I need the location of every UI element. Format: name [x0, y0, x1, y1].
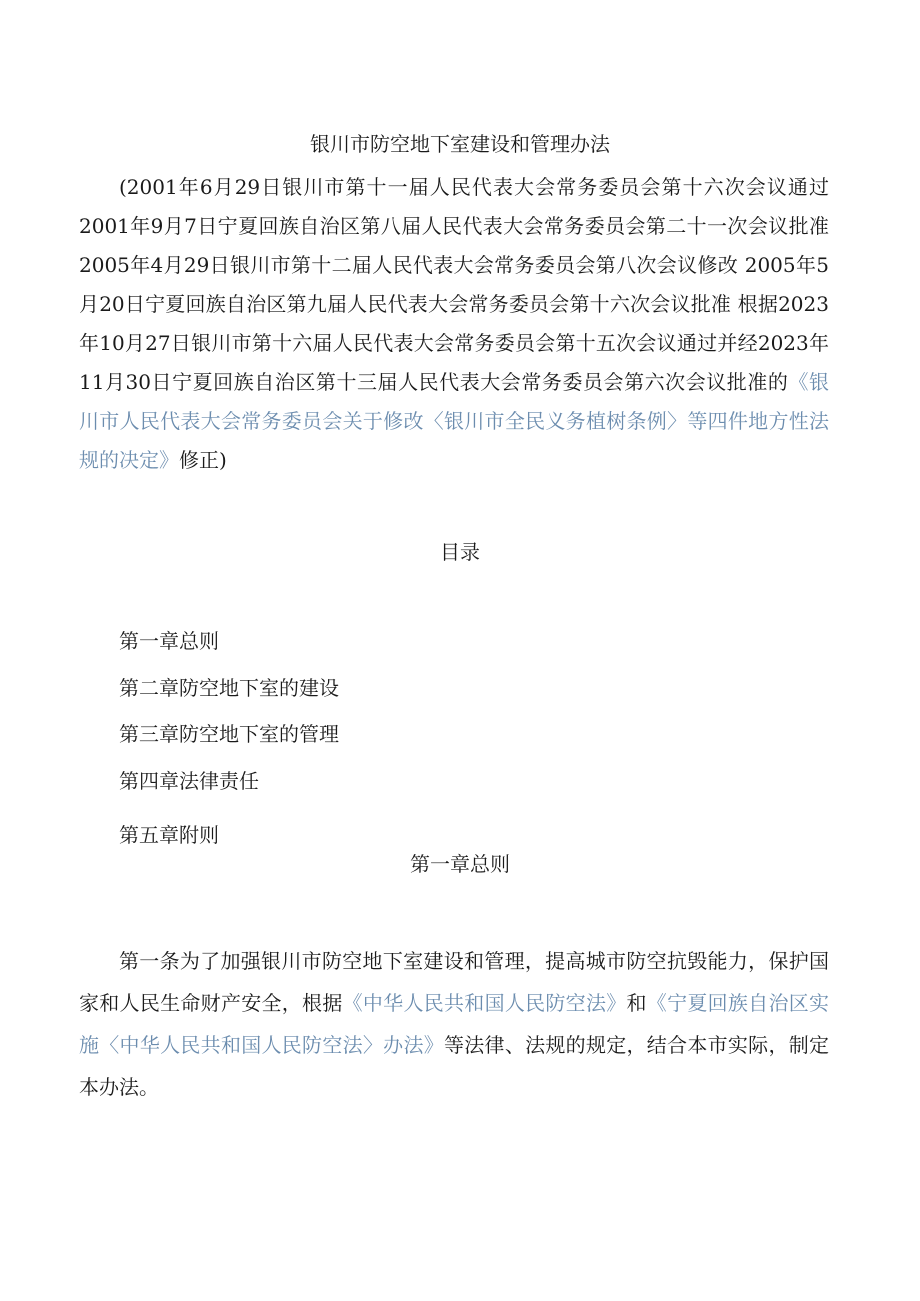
- article-1-text-1: 第一条为了加强银川市防空地下室建设和管理，提高城市防空抗毁能力，保护国家和人民生命财产安全，根据: [79, 949, 829, 1015]
- toc-heading: 目录: [440, 540, 480, 564]
- chapter-1-heading: 第一章总则: [410, 852, 510, 876]
- preamble: [79, 168, 829, 480]
- civil-air-defense-law-link[interactable]: 《中华人民共和国人民防空法》: [342, 991, 627, 1015]
- article-1-text-3: 等法律、法规的规定，结合本市实际，制定本办法。: [79, 1033, 829, 1099]
- article-1: [79, 940, 829, 1108]
- article-1-text-2: 和: [626, 991, 647, 1015]
- document-title: 银川市防空地下室建设和管理办法: [310, 132, 610, 156]
- preamble-text: (2001年6月29日银川市第十一届人民代表大会常务委员会第十六次会议通过 2001年9月7日宁夏回族自治区第八届人民代表大会常务委员会第二十一次会议批准 2005年4月29日银川市第十二届人民代表大会常务委员会第八次会议修改 2005年5月20日宁夏回族自治区第九届人民代表大会常务委员会第十六次会议批准 根据2023年10月27日银川市第十六届人民代表大会常务委员会第十五次会议通过并经2023年11月30日宁夏回族自治区第十三届人民代表大会常务委员会第六次会议批准的: [79, 175, 829, 394]
- toc-item-chapter-2[interactable]: 第二章防空地下室的建设: [119, 676, 339, 700]
- ningxia-implementation-measures-link[interactable]: 《宁夏回族自治区实施〈中华人民共和国人民防空法〉办法》: [79, 991, 830, 1057]
- toc-item-chapter-4[interactable]: 第四章法律责任: [119, 769, 259, 793]
- toc-item-chapter-3[interactable]: 第三章防空地下室的管理: [119, 722, 339, 746]
- toc-item-chapter-5[interactable]: 第五章附则: [119, 823, 219, 847]
- preamble-suffix: 修正): [179, 448, 227, 472]
- toc-item-chapter-1[interactable]: 第一章总则: [119, 629, 219, 653]
- amendment-decision-link[interactable]: 《银川市人民代表大会常务委员会关于修改〈银川市全民义务植树条例〉等四件地方性法规的决定》: [79, 370, 829, 472]
